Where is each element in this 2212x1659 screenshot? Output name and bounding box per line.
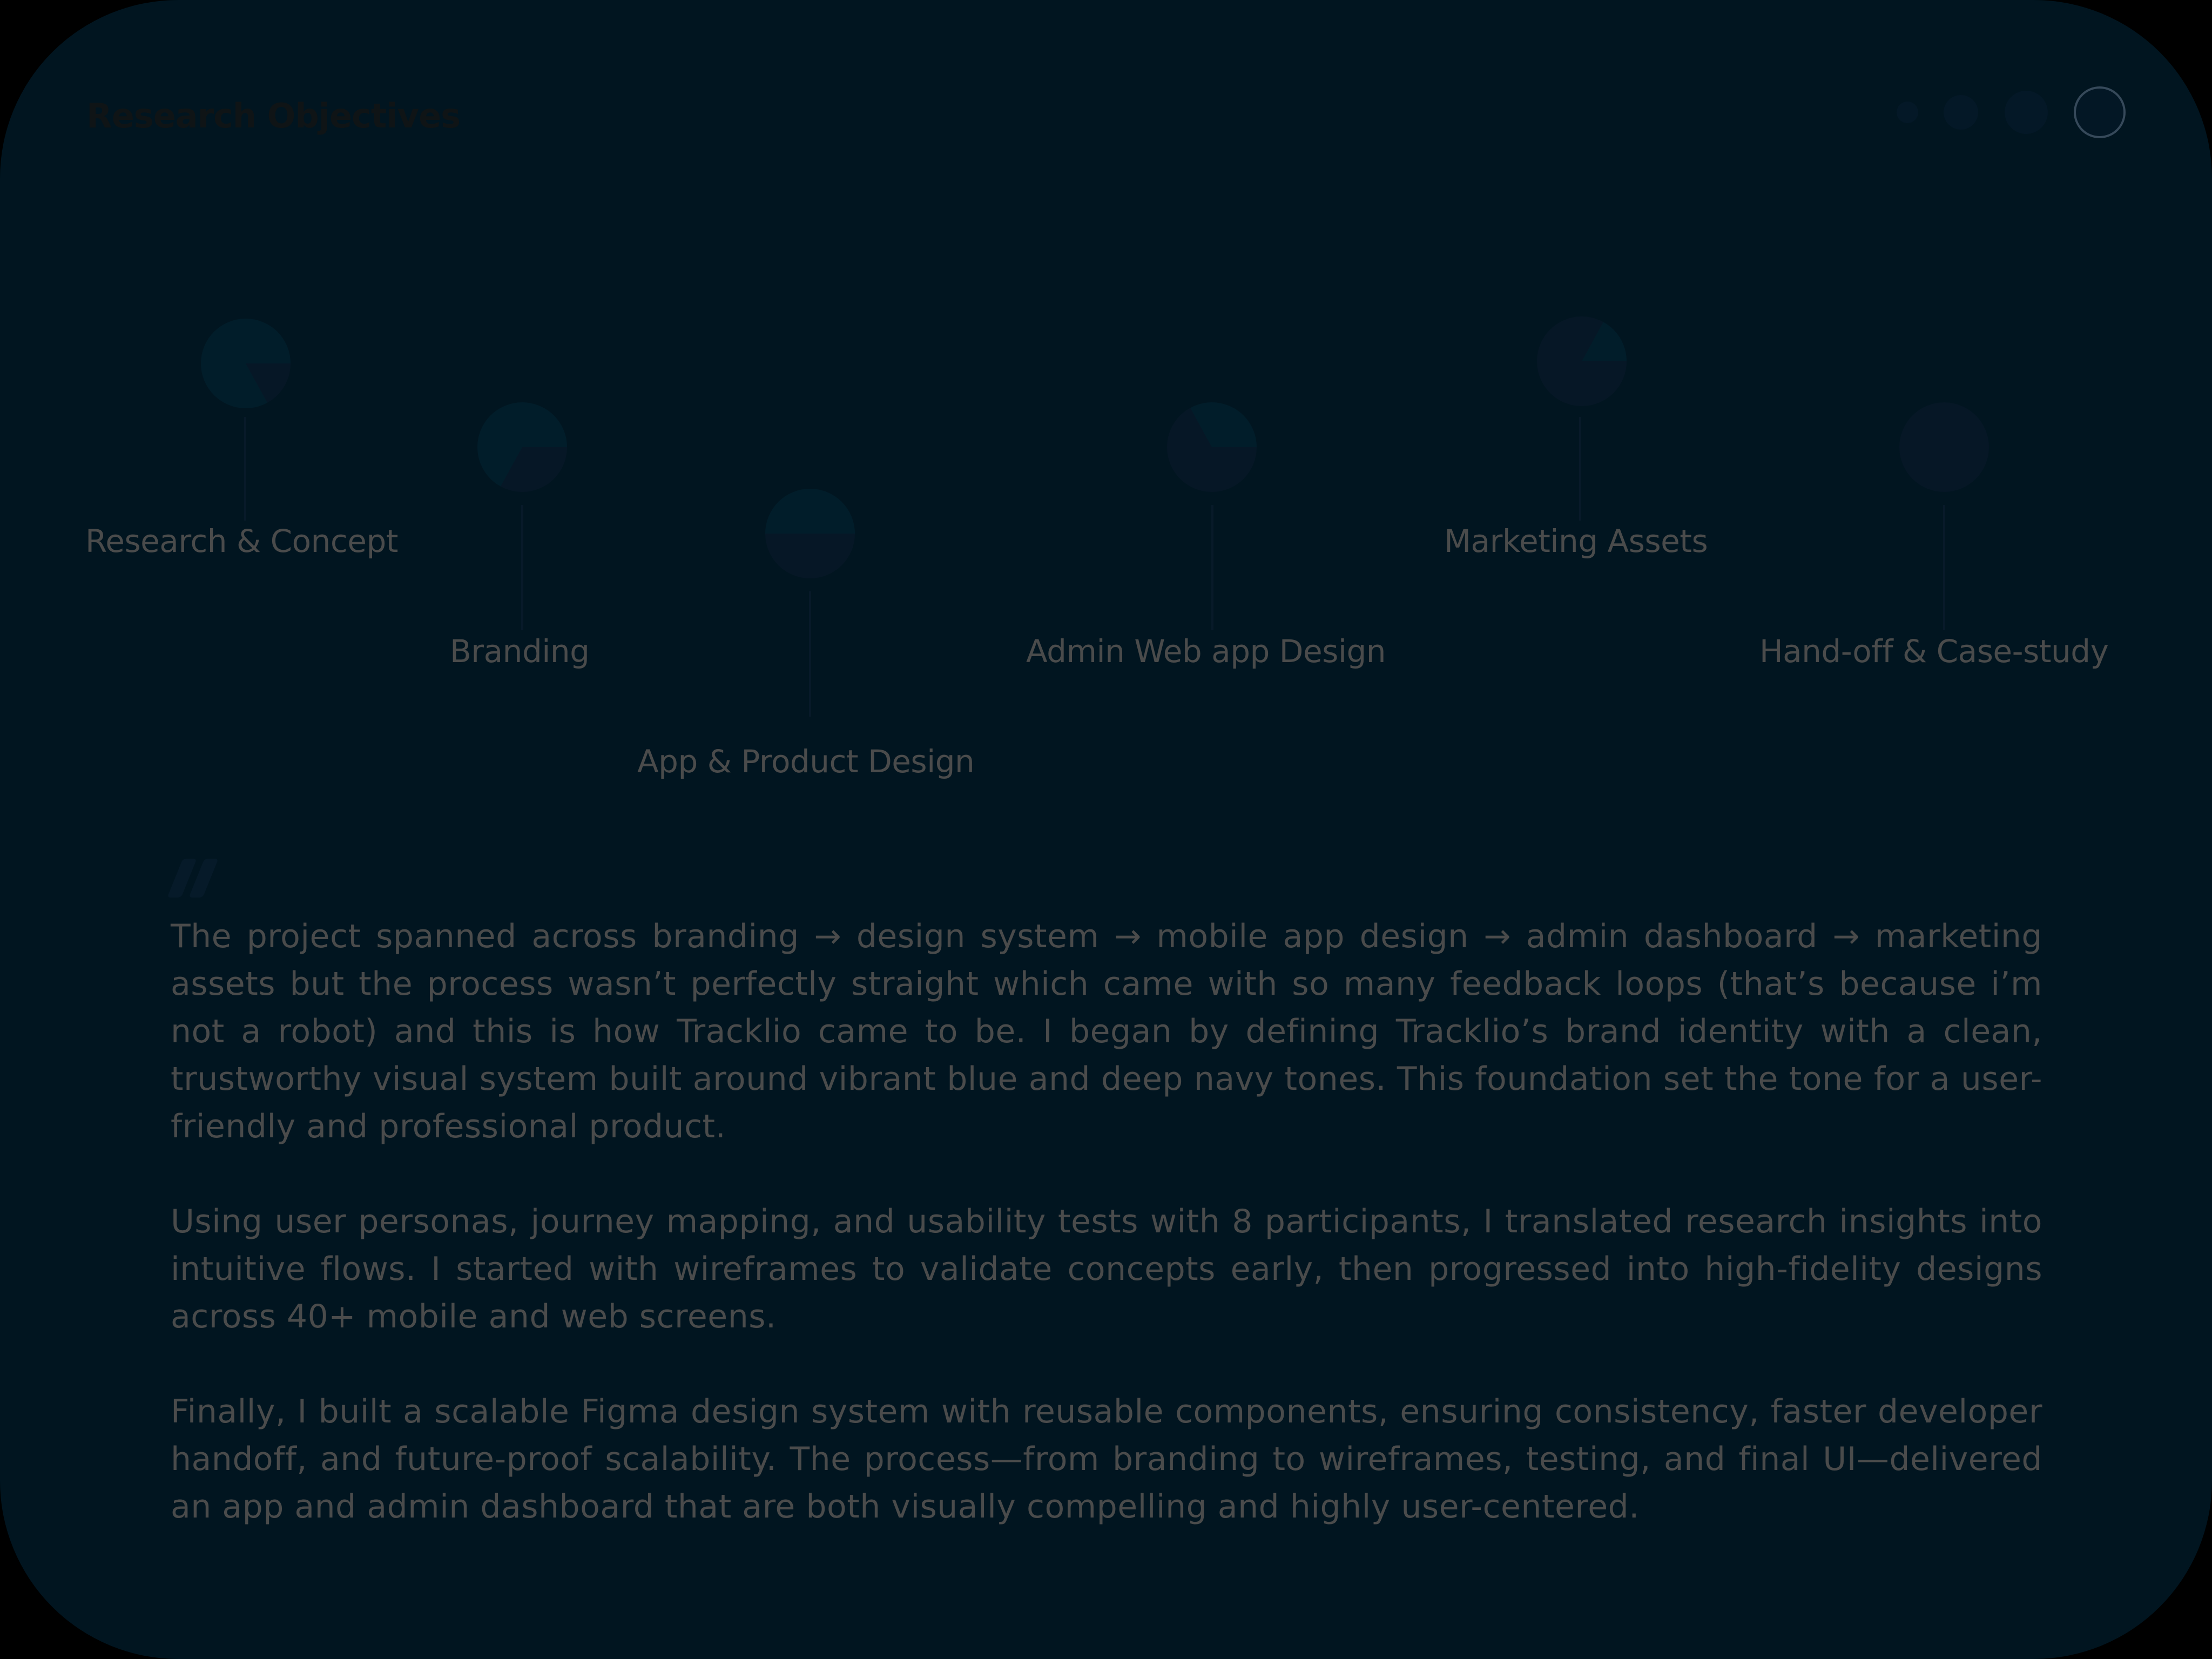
- pager-dot-4-active[interactable]: [2074, 86, 2126, 138]
- quote-body: [171, 913, 2042, 1578]
- progress-pie-icon: [477, 402, 567, 492]
- quote-icon: [165, 859, 217, 899]
- pager-dot-1[interactable]: [1897, 102, 1918, 123]
- connector-line: [809, 591, 811, 717]
- stage-label: App & Product Design: [637, 743, 975, 780]
- progress-pie-icon: [201, 319, 291, 408]
- paragraph-2: Using user personas, journey mapping, and usability tests with 8 participants, I translated research insights into intuitive flows. I started with wireframes to validate concepts early, then progressed into high-fidelity designs across 40+ mobile and web screens.: [171, 1203, 2042, 1336]
- progress-pie-icon: [1537, 316, 1627, 406]
- stage-label: Marketing Assets: [1444, 523, 1708, 559]
- stage-label: Admin Web app Design: [1026, 633, 1386, 670]
- stage-label: Hand-off & Case-study: [1759, 633, 2109, 670]
- stage-label: Branding: [450, 633, 590, 670]
- connector-line: [244, 417, 246, 521]
- page-title: Research Objectives: [86, 96, 461, 136]
- pager-dot-2[interactable]: [1944, 95, 1978, 130]
- connector-line: [1579, 417, 1581, 521]
- pager-dot-3[interactable]: [2005, 91, 2048, 134]
- connector-line: [521, 505, 523, 630]
- progress-pie-icon: [1899, 402, 1989, 492]
- paragraph-3: Finally, I built a scalable Figma design system with reusable components, ensuring consistency, faster developer handoff, and future-proof scalability. The process—from branding to wireframes, testing, and final UI—delivered an app and admin dashboard that are both visually compelling and highly user-centered.: [171, 1393, 2042, 1526]
- stage-label: Research & Concept: [85, 523, 399, 559]
- connector-line: [1211, 505, 1213, 630]
- progress-pie-icon: [1167, 402, 1257, 492]
- progress-pie-icon: [765, 489, 855, 578]
- paragraph-1: The project spanned across branding → design system → mobile app design → admin dashboard → marketing assets but the process wasn’t perfectly straight which came with so many feedback loops (that’s because i’m not a robot) and this is how Tracklio came to be. I began by defining Tracklio’s brand identity with a clean, trustworthy visual system built around vibrant blue and deep navy tones. This foundation set the tone for a user-friendly and professional product.: [171, 918, 2042, 1145]
- connector-line: [1943, 505, 1945, 630]
